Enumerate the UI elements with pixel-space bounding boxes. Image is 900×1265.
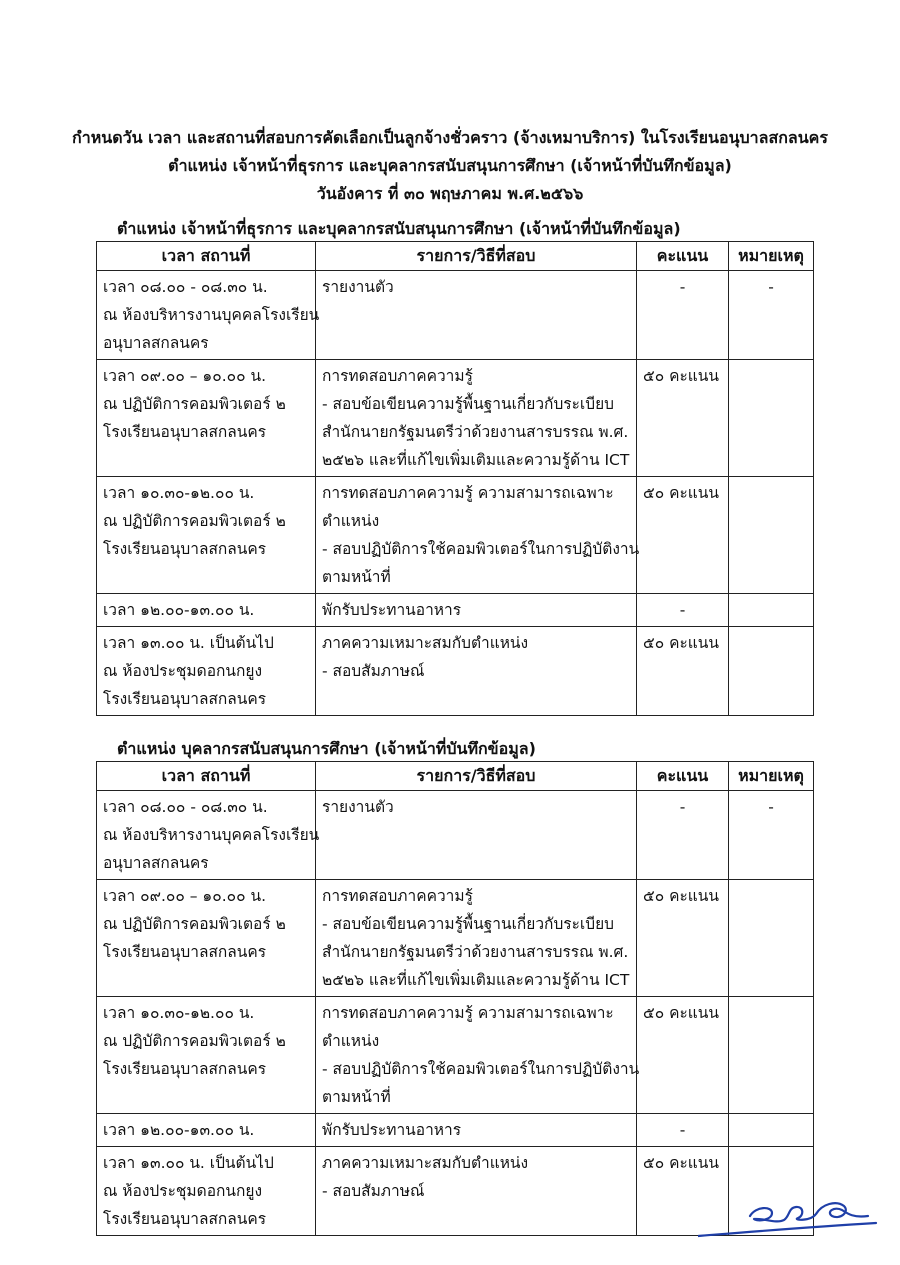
time-place-cell-line: เวลา ๑๓.๐๐ น. เป็นต้นไป: [103, 1154, 274, 1172]
time-place-cell-line: ณ ห้องประชุมดอกนกยูง: [103, 662, 263, 680]
items-cell-line: สำนักนายกรัฐมนตรีว่าด้วยงานสารบรรณ พ.ศ.: [322, 943, 629, 961]
score-value: ๕๐ คะแนน: [643, 367, 719, 385]
items-cell-line: ๒๕๒๖ และที่แก้ไขเพิ่มเติมและความรู้ด้าน ICT: [322, 971, 630, 989]
score-value: ๕๐ คะแนน: [643, 484, 719, 502]
score-cell: [637, 477, 729, 594]
signature: [698, 1194, 878, 1244]
items-cell-line: การทดสอบภาคความรู้: [322, 367, 473, 385]
items-cell-line: การทดสอบภาคความรู้ ความสามารถเฉพาะ: [322, 484, 614, 502]
score-cell: [637, 271, 729, 360]
score-cell: [637, 594, 729, 627]
time-place-cell: [97, 997, 316, 1114]
time-place-cell-line: ณ ห้องประชุมดอกนกยูง: [103, 1182, 263, 1200]
time-place-cell-line: เวลา ๐๘.๐๐ - ๐๘.๓๐ น.: [103, 278, 268, 296]
items-cell: [316, 791, 637, 880]
items-cell: [316, 880, 637, 997]
header-line-3: วันอังคาร ที่ ๓๐ พฤษภาคม พ.ศ.๒๕๖๖: [316, 184, 584, 203]
time-place-cell-line: ณ ห้องบริหารงานบุคคลโรงเรียน: [103, 306, 320, 324]
col-header-time-place: เวลา สถานที่: [97, 242, 316, 271]
time-place-cell-line: เวลา ๐๙.๐๐ – ๑๐.๐๐ น.: [103, 367, 266, 385]
items-cell: [316, 997, 640, 1114]
items-cell: [316, 1147, 637, 1236]
items-cell-line: สำนักนายกรัฐมนตรีว่าด้วยงานสารบรรณ พ.ศ.: [322, 423, 629, 441]
table-row: [97, 997, 814, 1114]
note-cell: [729, 997, 814, 1114]
table-row: [97, 627, 814, 716]
items-cell-line: ตามหน้าที่: [322, 1088, 391, 1106]
time-place-cell-line: โรงเรียนอนุบาลสกลนคร: [103, 943, 267, 961]
time-place-cell-line: เวลา ๑๐.๓๐-๑๒.๐๐ น.: [103, 1004, 255, 1022]
time-place-cell-line: ณ ปฏิบัติการคอมพิวเตอร์ ๒: [103, 395, 286, 413]
col-header-items: รายการ/วิธีที่สอบ: [316, 762, 637, 791]
items-cell-line: - สอบข้อเขียนความรู้พื้นฐานเกี่ยวกับระเบียบ: [322, 395, 614, 413]
section-2-title: ตำแหน่ง บุคลากรสนับสนุนการศึกษา (เจ้าหน้าที่บันทึกข้อมูล): [117, 739, 536, 758]
time-place-cell-line: ณ ห้องบริหารงานบุคคลโรงเรียน: [103, 826, 320, 844]
items-cell-line: - สอบสัมภาษณ์: [322, 662, 425, 680]
col-header-note: หมายเหตุ: [729, 762, 814, 791]
schedule-table-2: [96, 761, 814, 1236]
score-cell: [637, 1114, 729, 1147]
score-cell: [637, 627, 729, 716]
items-cell-line: ตามหน้าที่: [322, 568, 391, 586]
score-cell: [637, 997, 729, 1114]
items-cell: [316, 627, 637, 716]
header-line-2: ตำแหน่ง เจ้าหน้าที่ธุรการ และบุคลากรสนับสนุนการศึกษา (เจ้าหน้าที่บันทึกข้อมูล): [168, 156, 732, 175]
items-cell-line: - สอบปฏิบัติการใช้คอมพิวเตอร์ในการปฏิบัติงาน: [322, 1060, 640, 1078]
items-cell-line: รายงานตัว: [322, 798, 394, 816]
items-cell: [316, 271, 637, 360]
time-place-cell-line: เวลา ๑๒.๐๐-๑๓.๐๐ น.: [103, 1121, 255, 1139]
time-place-cell: [97, 880, 316, 997]
time-place-cell: [97, 1114, 316, 1147]
table-row: [97, 880, 814, 997]
time-place-cell-line: โรงเรียนอนุบาลสกลนคร: [103, 423, 267, 441]
time-place-cell: [97, 1147, 316, 1236]
time-place-cell-line: โรงเรียนอนุบาลสกลนคร: [103, 540, 267, 558]
score-cell: [637, 880, 729, 997]
table-row: [97, 477, 814, 594]
time-place-cell-line: อนุบาลสกลนคร: [103, 334, 209, 352]
note-cell: [729, 477, 814, 594]
items-cell-line: การทดสอบภาคความรู้: [322, 887, 473, 905]
items-cell: [316, 477, 640, 594]
score-value: -: [679, 278, 686, 296]
score-value: -: [679, 1121, 686, 1139]
note-cell: [729, 271, 814, 360]
items-cell-line: พักรับประทานอาหาร: [322, 601, 462, 619]
table-row: [97, 791, 814, 880]
time-place-cell-line: เวลา ๑๒.๐๐-๑๓.๐๐ น.: [103, 601, 255, 619]
score-value: -: [679, 798, 686, 816]
score-value: -: [679, 601, 686, 619]
time-place-cell-line: โรงเรียนอนุบาลสกลนคร: [103, 690, 267, 708]
time-place-cell-line: เวลา ๑๐.๓๐-๑๒.๐๐ น.: [103, 484, 255, 502]
time-place-cell-line: อนุบาลสกลนคร: [103, 854, 209, 872]
time-place-cell: [97, 594, 316, 627]
col-header-items: รายการ/วิธีที่สอบ: [316, 242, 637, 271]
items-cell: [316, 594, 637, 627]
time-place-cell-line: ณ ปฏิบัติการคอมพิวเตอร์ ๒: [103, 1032, 286, 1050]
time-place-cell-line: โรงเรียนอนุบาลสกลนคร: [103, 1210, 267, 1228]
table-header-row: [97, 762, 814, 791]
note-cell: [729, 627, 814, 716]
time-place-cell: [97, 791, 320, 880]
items-cell-line: ๒๕๒๖ และที่แก้ไขเพิ่มเติมและความรู้ด้าน ICT: [322, 451, 630, 469]
score-cell: [637, 360, 729, 477]
score-value: ๕๐ คะแนน: [643, 1154, 719, 1172]
section-1-title: ตำแหน่ง เจ้าหน้าที่ธุรการ และบุคลากรสนับสนุนการศึกษา (เจ้าหน้าที่บันทึกข้อมูล): [117, 219, 681, 238]
note-cell: [729, 360, 814, 477]
score-value: ๕๐ คะแนน: [643, 1004, 719, 1022]
time-place-cell-line: ณ ปฏิบัติการคอมพิวเตอร์ ๒: [103, 512, 286, 530]
note-cell: [729, 594, 814, 627]
items-cell-line: - สอบสัมภาษณ์: [322, 1182, 425, 1200]
items-cell-line: ภาคความเหมาะสมกับตำแหน่ง: [322, 634, 529, 652]
schedule-table-1: [96, 241, 814, 716]
note-cell: [729, 880, 814, 997]
time-place-cell: [97, 360, 316, 477]
col-header-time-place: เวลา สถานที่: [97, 762, 316, 791]
header-line-1: กำหนดวัน เวลา และสถานที่สอบการคัดเลือกเป็นลูกจ้างชั่วคราว (จ้างเหมาบริการ) ในโรงเรียนอนุบาลสกลนคร: [72, 128, 828, 147]
score-cell: [637, 791, 729, 880]
items-cell-line: พักรับประทานอาหาร: [322, 1121, 462, 1139]
time-place-cell-line: เวลา ๐๘.๐๐ - ๐๘.๓๐ น.: [103, 798, 268, 816]
score-value: ๕๐ คะแนน: [643, 634, 719, 652]
note-value: -: [768, 278, 774, 296]
items-cell-line: ภาคความเหมาะสมกับตำแหน่ง: [322, 1154, 529, 1172]
table-row: [97, 1114, 814, 1147]
items-cell: [316, 1114, 637, 1147]
table-row: [97, 271, 814, 360]
table-header-row: [97, 242, 814, 271]
items-cell-line: รายงานตัว: [322, 278, 394, 296]
items-cell: [316, 360, 637, 477]
time-place-cell-line: ณ ปฏิบัติการคอมพิวเตอร์ ๒: [103, 915, 286, 933]
note-value: -: [768, 798, 774, 816]
table-row: [97, 594, 814, 627]
time-place-cell-line: เวลา ๐๙.๐๐ – ๑๐.๐๐ น.: [103, 887, 266, 905]
items-cell-line: ตำแหน่ง: [322, 512, 380, 530]
table-row: [97, 360, 814, 477]
score-value: ๕๐ คะแนน: [643, 887, 719, 905]
col-header-score: คะแนน: [637, 242, 729, 271]
time-place-cell-line: โรงเรียนอนุบาลสกลนคร: [103, 1060, 267, 1078]
items-cell-line: - สอบข้อเขียนความรู้พื้นฐานเกี่ยวกับระเบียบ: [322, 915, 614, 933]
col-header-note: หมายเหตุ: [729, 242, 814, 271]
time-place-cell: [97, 271, 320, 360]
items-cell-line: ตำแหน่ง: [322, 1032, 380, 1050]
col-header-score: คะแนน: [637, 762, 729, 791]
note-cell: [729, 1114, 814, 1147]
note-cell: [729, 791, 814, 880]
items-cell-line: - สอบปฏิบัติการใช้คอมพิวเตอร์ในการปฏิบัติงาน: [322, 540, 640, 558]
time-place-cell: [97, 477, 316, 594]
time-place-cell: [97, 627, 316, 716]
document-header: [0, 124, 900, 208]
items-cell-line: การทดสอบภาคความรู้ ความสามารถเฉพาะ: [322, 1004, 614, 1022]
time-place-cell-line: เวลา ๑๓.๐๐ น. เป็นต้นไป: [103, 634, 274, 652]
